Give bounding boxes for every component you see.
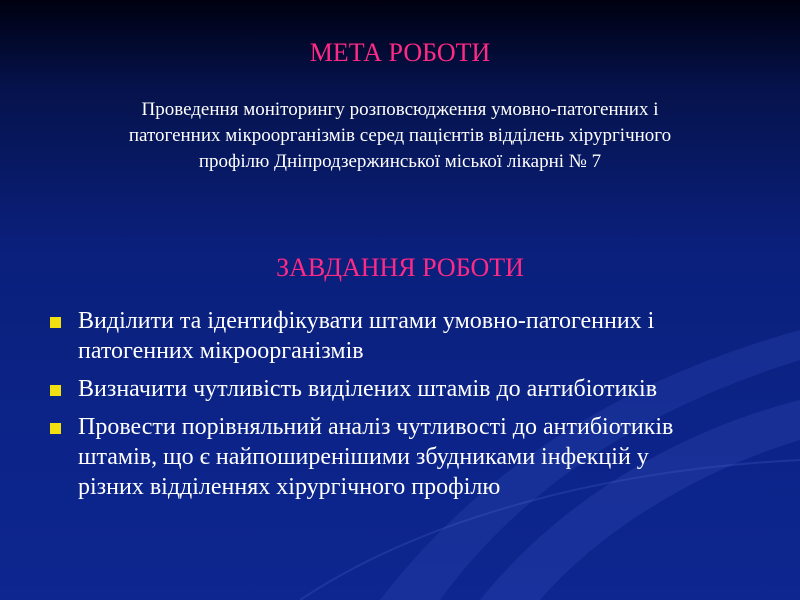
tasks-list: [44, 306, 764, 510]
task-line: Визначити чутливість виділених штамів до антибіотиків: [78, 376, 658, 402]
square-bullet-icon: [50, 317, 61, 328]
tasks-heading: ЗАВДАННЯ РОБОТИ: [276, 253, 524, 282]
square-bullet-icon: [50, 423, 61, 434]
task-line: Провести порівняльний аналіз чутливості до антибіотиків: [78, 414, 674, 440]
goal-heading: МЕТА РОБОТИ: [309, 38, 491, 67]
task-line: різних відділеннях хірургічного профілю: [78, 474, 501, 500]
goal-line: профілю Дніпродзержинської міської лікарні № 7: [198, 151, 602, 172]
goal-line: патогенних мікроорганізмів серед пацієнтів відділень хірургічного: [128, 125, 672, 146]
goal-description: [60, 97, 740, 175]
task-line: штамів, що є найпоширенішими збудниками інфекцій у: [78, 444, 649, 470]
square-bullet-icon: [50, 385, 61, 396]
task-item: [44, 412, 764, 502]
task-line: Виділити та ідентифікувати штами умовно-патогенних і: [78, 308, 655, 334]
task-item: [44, 306, 764, 366]
task-item: [44, 374, 764, 404]
task-line: патогенних мікроорганізмів: [78, 338, 364, 364]
goal-line: Проведення моніторингу розповсюдження умовно-патогенних і: [141, 99, 659, 120]
